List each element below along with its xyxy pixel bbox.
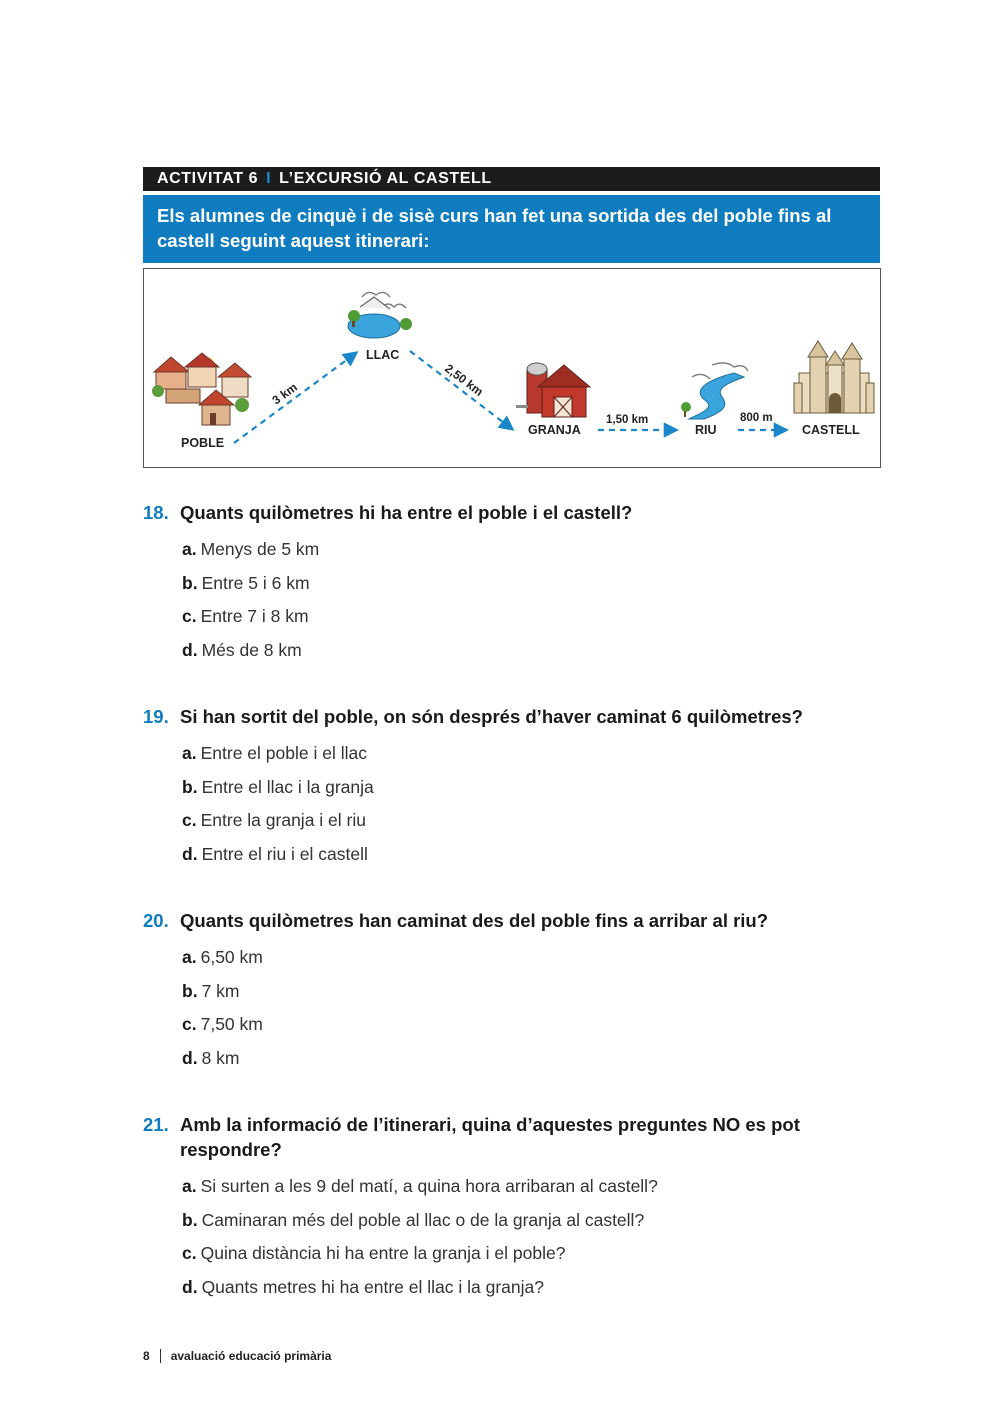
question-text: Amb la informació de l’itinerari, quina d’aquestes preguntes NO es pot respondre? bbox=[180, 1114, 800, 1160]
option-c[interactable] bbox=[182, 1014, 880, 1048]
activity-label: ACTIVITAT 6 bbox=[157, 170, 259, 187]
option-letter: d. bbox=[182, 844, 198, 865]
option-text: Entre el llac i la granja bbox=[201, 776, 374, 797]
option-letter: b. bbox=[182, 1209, 198, 1230]
option-text: 7 km bbox=[201, 980, 240, 1001]
option-letter: c. bbox=[182, 810, 197, 831]
option-c[interactable] bbox=[182, 810, 880, 844]
option-text: Entre el poble i el llac bbox=[200, 743, 367, 763]
options-list bbox=[143, 947, 880, 1082]
option-text: 6,50 km bbox=[200, 947, 263, 967]
distance-riu-castell: 800 m bbox=[740, 412, 773, 424]
place-poble: POBLE bbox=[181, 436, 225, 450]
question-18 bbox=[143, 500, 880, 674]
question-number: 18. bbox=[143, 502, 169, 523]
question-20 bbox=[143, 908, 880, 1082]
option-a[interactable] bbox=[182, 743, 880, 777]
distance-poble-llac: 3 km bbox=[269, 380, 300, 408]
question-number: 19. bbox=[143, 706, 169, 727]
place-granja: GRANJA bbox=[528, 423, 581, 437]
route-poble-llac bbox=[234, 353, 356, 443]
option-text: Caminaran més del poble al llac o de la granja al castell? bbox=[201, 1209, 645, 1230]
question-number: 20. bbox=[143, 910, 169, 931]
option-a[interactable] bbox=[182, 539, 880, 573]
activity-header bbox=[143, 167, 880, 191]
village-icon bbox=[152, 353, 251, 425]
activity-intro: Els alumnes de cinquè i de sisè curs han fet una sortida des del poble fins al castell seguint aquest itinerari: bbox=[143, 195, 880, 263]
option-letter: d. bbox=[182, 640, 198, 661]
option-letter: d. bbox=[182, 1277, 198, 1298]
option-letter: c. bbox=[182, 1243, 197, 1264]
option-text: Menys de 5 km bbox=[200, 539, 320, 559]
option-text: Si surten a les 9 del matí, a quina hora arribaran al castell? bbox=[200, 1176, 658, 1196]
option-text: 8 km bbox=[201, 1048, 240, 1069]
option-c[interactable] bbox=[182, 606, 880, 640]
option-text: 7,50 km bbox=[200, 1014, 263, 1035]
activity-title: L’EXCURSIÓ AL CASTELL bbox=[279, 170, 492, 187]
option-letter: c. bbox=[182, 1014, 197, 1035]
option-text: Entre la granja i el riu bbox=[200, 810, 366, 831]
route-llac-granja bbox=[410, 351, 512, 429]
option-d[interactable] bbox=[182, 844, 880, 878]
question-number: 21. bbox=[143, 1114, 169, 1135]
option-text: Entre 5 i 6 km bbox=[201, 572, 310, 593]
options-list bbox=[143, 743, 880, 878]
option-d[interactable] bbox=[182, 1277, 880, 1311]
option-letter: b. bbox=[182, 980, 198, 1001]
option-d[interactable] bbox=[182, 1048, 880, 1082]
option-letter: a. bbox=[182, 743, 197, 763]
options-list bbox=[143, 1176, 880, 1311]
option-b[interactable] bbox=[182, 573, 880, 607]
option-d[interactable] bbox=[182, 640, 880, 674]
option-text: Entre el riu i el castell bbox=[201, 844, 368, 865]
option-b[interactable] bbox=[182, 777, 880, 811]
place-llac: LLAC bbox=[366, 348, 400, 362]
option-letter: a. bbox=[182, 947, 197, 967]
question-text: Si han sortit del poble, on són després d’haver caminat 6 quilòmetres? bbox=[180, 706, 803, 727]
question-text: Quants quilòmetres han caminat des del poble fins a arribar al riu? bbox=[180, 910, 769, 931]
lake-icon bbox=[348, 292, 412, 338]
distance-llac-granja: 2,50 km bbox=[442, 361, 486, 399]
footer-text: avaluació educació primària bbox=[170, 1349, 332, 1363]
question-21 bbox=[143, 1112, 880, 1311]
option-letter: a. bbox=[182, 539, 197, 559]
castle-icon bbox=[794, 341, 874, 413]
option-letter: a. bbox=[182, 1176, 197, 1196]
options-list bbox=[143, 539, 880, 674]
option-b[interactable] bbox=[182, 981, 880, 1015]
place-riu: RIU bbox=[695, 423, 717, 437]
place-castell: CASTELL bbox=[802, 423, 860, 437]
option-c[interactable] bbox=[182, 1243, 880, 1277]
option-letter: b. bbox=[182, 776, 198, 797]
option-a[interactable] bbox=[182, 947, 880, 981]
option-text: Més de 8 km bbox=[201, 640, 302, 661]
itinerary-map bbox=[143, 268, 881, 468]
activity-separator: I bbox=[266, 170, 272, 187]
option-text: Quants metres hi ha entre el llac i la granja? bbox=[201, 1277, 544, 1298]
option-b[interactable] bbox=[182, 1210, 880, 1244]
question-19 bbox=[143, 704, 880, 878]
question-text: Quants quilòmetres hi ha entre el poble i el castell? bbox=[180, 502, 633, 523]
option-letter: b. bbox=[182, 572, 198, 593]
itinerary-diagram bbox=[144, 269, 882, 469]
option-a[interactable] bbox=[182, 1176, 880, 1210]
footer-divider bbox=[160, 1349, 161, 1363]
river-icon bbox=[681, 363, 748, 419]
page-footer bbox=[143, 1349, 331, 1363]
page-number: 8 bbox=[143, 1349, 150, 1363]
option-text: Entre 7 i 8 km bbox=[200, 606, 309, 627]
option-letter: d. bbox=[182, 1048, 198, 1069]
farm-icon bbox=[516, 363, 590, 417]
distance-granja-riu: 1,50 km bbox=[606, 414, 649, 426]
option-letter: c. bbox=[182, 606, 197, 627]
option-text: Quina distància hi ha entre la granja i el poble? bbox=[200, 1243, 566, 1264]
